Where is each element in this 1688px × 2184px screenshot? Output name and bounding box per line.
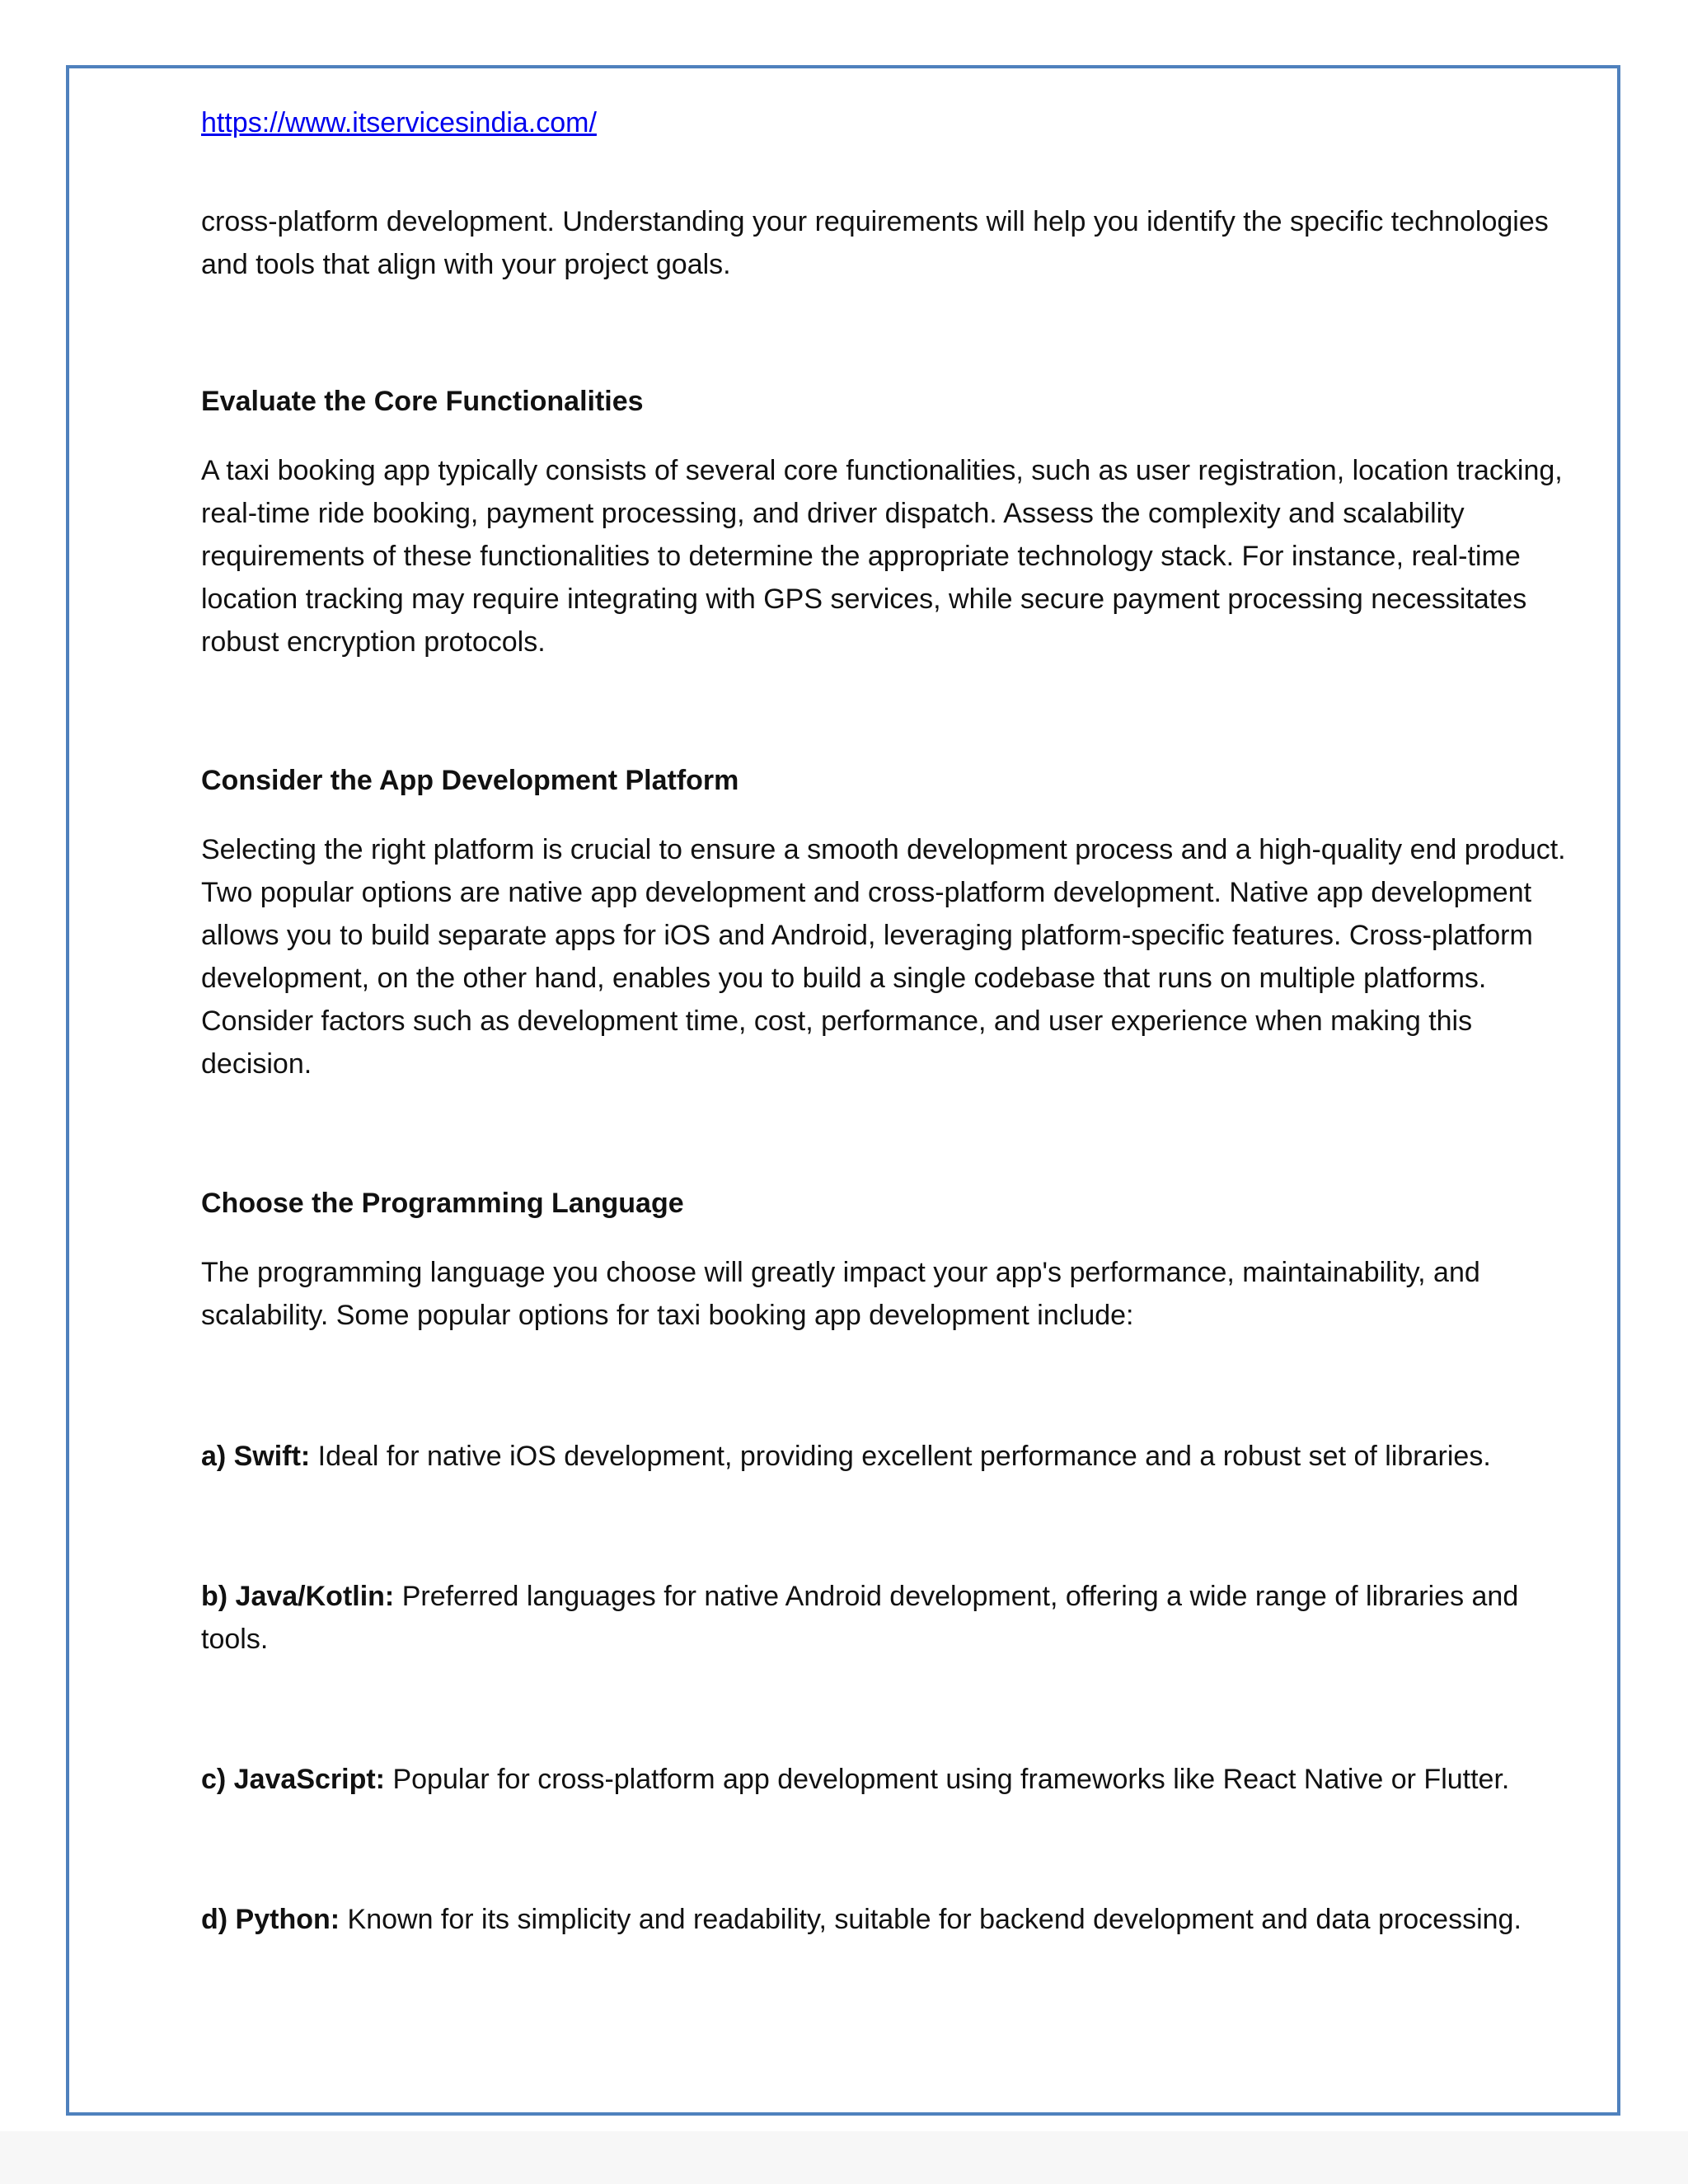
paragraph-programming-language: The programming language you choose will greatly impact your app's performance, maintainability, and scalability. Some popular options for taxi booking app development include: [201, 1257, 1480, 1331]
language-item-python [201, 1898, 1569, 1941]
page-bottom-strip [0, 2131, 1688, 2184]
language-item-swift [201, 1435, 1569, 1478]
language-description: Ideal for native iOS development, providing excellent performance and a robust set of libraries. [310, 1441, 1491, 1472]
language-item-javascript [201, 1758, 1569, 1801]
language-label: a) Swift: [201, 1441, 311, 1472]
language-label: c) JavaScript: [201, 1764, 385, 1795]
paragraph-core-functionalities: A taxi booking app typically consists of several core functionalities, such as user registration, location tracking, real-time ride booking, payment processing, and driver dispatch. Assess the complexity and scalability requirements of these functionalities to determine the appropriate technology stack. For instance, real-time location tracking may require integrating with GPS services, while secure payment processing necessitates robust encryption protocols. [201, 455, 1563, 658]
language-item-java-kotlin [201, 1575, 1569, 1661]
intro-paragraph: cross-platform development. Understanding your requirements will help you identify the specific technologies and tools that align with your project goals. [201, 206, 1549, 280]
website-link[interactable]: https://www.itservicesindia.com/ [201, 107, 597, 138]
paragraph-development-platform: Selecting the right platform is crucial to ensure a smooth development process and a high-quality end product. Two popular options are native app development and cross-platform development. Native app development allows you to build separate apps for iOS and Android, leveraging platform-specific features. Cross-platform development, on the other hand, enables you to build a single codebase that runs on multiple platforms. Consider factors such as development time, cost, performance, and user experience when making this decision. [201, 834, 1566, 1080]
document-page [66, 65, 1620, 2116]
heading-core-functionalities: Evaluate the Core Functionalities [201, 386, 644, 417]
language-description: Popular for cross-platform app development using frameworks like React Native or Flutter. [385, 1764, 1510, 1795]
language-label: d) Python: [201, 1904, 340, 1935]
heading-programming-language: Choose the Programming Language [201, 1188, 684, 1219]
language-description: Preferred languages for native Android development, offering a wide range of libraries and tools. [201, 1581, 1519, 1655]
language-label: b) Java/Kotlin: [201, 1581, 395, 1612]
language-description: Known for its simplicity and readability, suitable for backend development and data processing. [340, 1904, 1522, 1935]
heading-development-platform: Consider the App Development Platform [201, 765, 739, 796]
